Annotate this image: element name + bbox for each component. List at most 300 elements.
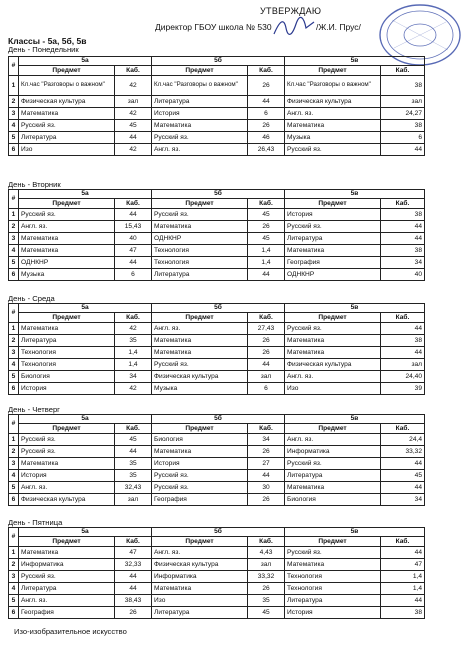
subject-cell: География — [285, 257, 381, 269]
subject-cell: Биология — [285, 494, 381, 506]
subject-cell: Информатика — [152, 571, 248, 583]
lesson-number: 6 — [9, 144, 19, 156]
room-cell: 47 — [115, 547, 152, 559]
subject-cell: История — [19, 383, 115, 395]
lesson-number: 2 — [9, 335, 19, 347]
room-cell: 1,4 — [248, 245, 285, 257]
room-cell: 30 — [248, 482, 285, 494]
table-row — [9, 383, 425, 395]
room-cell: 44 — [248, 269, 285, 281]
subject-cell: Литература — [285, 470, 381, 482]
subject-header: Предмет — [19, 313, 115, 323]
room-cell: 24,27 — [381, 108, 425, 120]
lesson-number: 1 — [9, 323, 19, 335]
subject-cell: Англ. яз. — [19, 221, 115, 233]
class-header: 5а — [19, 415, 152, 424]
table-row — [9, 108, 425, 120]
lesson-number: 5 — [9, 482, 19, 494]
class-header: 5а — [19, 57, 152, 66]
room-cell: 42 — [115, 144, 152, 156]
subject-cell: Англ. яз. — [285, 108, 381, 120]
class-header: 5б — [152, 57, 285, 66]
room-cell: 26 — [248, 335, 285, 347]
subject-header: Предмет — [19, 199, 115, 209]
table-row — [9, 559, 425, 571]
class-header: 5б — [152, 304, 285, 313]
room-cell: 27,43 — [248, 323, 285, 335]
subject-cell: Русский яз. — [19, 120, 115, 132]
room-cell: 45 — [381, 470, 425, 482]
day-schedule-table — [8, 414, 425, 506]
class-header: 5б — [152, 528, 285, 537]
lesson-number: 3 — [9, 233, 19, 245]
subject-cell: ОДНКНР — [152, 233, 248, 245]
subject-cell: Математика — [152, 120, 248, 132]
table-row — [9, 335, 425, 347]
room-cell: 47 — [381, 559, 425, 571]
subject-cell: История — [285, 209, 381, 221]
table-row — [9, 583, 425, 595]
room-cell: 44 — [115, 571, 152, 583]
subject-cell: Русский яз. — [285, 144, 381, 156]
subject-cell: Русский яз. — [19, 434, 115, 446]
lesson-number: 5 — [9, 371, 19, 383]
room-cell: 47 — [115, 245, 152, 257]
subject-cell: Литература — [285, 233, 381, 245]
table-row — [9, 132, 425, 144]
room-cell: 44 — [115, 209, 152, 221]
subject-cell: Литература — [19, 335, 115, 347]
table-row — [9, 470, 425, 482]
room-cell: 44 — [248, 359, 285, 371]
room-cell: 44 — [381, 547, 425, 559]
table-row — [9, 96, 425, 108]
room-header: Каб. — [381, 66, 425, 76]
subject-cell: География — [19, 607, 115, 619]
director-title: Директор ГБОУ школа № 530 — [155, 22, 272, 32]
table-row — [9, 571, 425, 583]
subject-cell: Литература — [152, 607, 248, 619]
subject-cell: Литература — [19, 583, 115, 595]
subject-cell: Литература — [152, 269, 248, 281]
room-header: Каб. — [248, 424, 285, 434]
room-cell: зал — [115, 96, 152, 108]
table-row — [9, 323, 425, 335]
subject-cell: Русский яз. — [152, 209, 248, 221]
subject-header: Предмет — [152, 313, 248, 323]
subject-cell: История — [19, 470, 115, 482]
lesson-number: 3 — [9, 571, 19, 583]
subject-cell: Технология — [285, 583, 381, 595]
subject-header: Предмет — [285, 537, 381, 547]
room-cell: 44 — [381, 595, 425, 607]
room-cell: зал — [248, 559, 285, 571]
subject-header: Предмет — [19, 66, 115, 76]
day-label: День - Четверг — [8, 405, 60, 414]
room-cell: 33,32 — [248, 571, 285, 583]
lesson-number: 5 — [9, 595, 19, 607]
room-cell: 24,40 — [381, 371, 425, 383]
table-row — [9, 245, 425, 257]
subject-cell: Физическая культура — [285, 96, 381, 108]
subject-cell: Музыка — [19, 269, 115, 281]
room-cell: 32,33 — [115, 559, 152, 571]
subject-cell: Русский яз. — [285, 458, 381, 470]
subject-header: Предмет — [285, 199, 381, 209]
day-label: День - Среда — [8, 294, 55, 303]
room-cell: 42 — [115, 76, 152, 96]
room-cell: 44 — [248, 96, 285, 108]
class-header: 5а — [19, 190, 152, 199]
subject-cell: История — [152, 458, 248, 470]
room-header: Каб. — [381, 313, 425, 323]
room-cell: 35 — [115, 458, 152, 470]
room-cell: 35 — [115, 470, 152, 482]
table-row — [9, 257, 425, 269]
subject-cell: Математика — [152, 583, 248, 595]
subject-cell: Русский яз. — [19, 571, 115, 583]
subject-cell: Русский яз. — [152, 359, 248, 371]
day-schedule-table — [8, 56, 425, 156]
room-cell: 1,4 — [115, 347, 152, 359]
subject-cell: Технология — [285, 571, 381, 583]
num-header: # — [9, 190, 19, 209]
subject-cell: Математика — [152, 446, 248, 458]
lesson-number: 1 — [9, 434, 19, 446]
lesson-number: 2 — [9, 96, 19, 108]
room-cell: 45 — [115, 434, 152, 446]
room-cell: 24,4 — [381, 434, 425, 446]
subject-cell: Русский яз. — [152, 482, 248, 494]
subject-cell: Англ. яз. — [152, 323, 248, 335]
room-header: Каб. — [115, 199, 152, 209]
subject-header: Предмет — [285, 313, 381, 323]
room-cell: 4,43 — [248, 547, 285, 559]
room-cell: 35 — [248, 595, 285, 607]
room-cell: 44 — [381, 323, 425, 335]
table-row — [9, 76, 425, 96]
day-label: День - Понедельник — [8, 45, 79, 54]
room-cell: 38 — [381, 607, 425, 619]
subject-cell: Физическая культура — [285, 359, 381, 371]
room-cell: 38,43 — [115, 595, 152, 607]
lesson-number: 2 — [9, 446, 19, 458]
room-cell: 26 — [248, 494, 285, 506]
room-cell: 40 — [115, 233, 152, 245]
subject-cell: Музыка — [285, 132, 381, 144]
day-label: День - Вторник — [8, 180, 61, 189]
subject-cell: Русский яз. — [19, 446, 115, 458]
subject-cell: Математика — [19, 233, 115, 245]
table-row — [9, 209, 425, 221]
subject-cell: Математика — [285, 335, 381, 347]
table-row — [9, 371, 425, 383]
room-cell: 44 — [381, 458, 425, 470]
subject-cell: Математика — [285, 559, 381, 571]
room-cell: 6 — [115, 269, 152, 281]
subject-cell: Русский яз. — [285, 221, 381, 233]
room-header: Каб. — [381, 424, 425, 434]
subject-header: Предмет — [19, 537, 115, 547]
room-cell: 26 — [115, 607, 152, 619]
room-cell: 26 — [248, 120, 285, 132]
room-cell: 6 — [381, 132, 425, 144]
day-schedule-table — [8, 189, 425, 281]
lesson-number: 6 — [9, 494, 19, 506]
table-row — [9, 607, 425, 619]
table-row — [9, 347, 425, 359]
subject-header: Предмет — [152, 199, 248, 209]
room-cell: 38 — [381, 76, 425, 96]
room-header: Каб. — [115, 537, 152, 547]
room-header: Каб. — [248, 537, 285, 547]
subject-cell: Физическая культура — [19, 96, 115, 108]
table-row — [9, 482, 425, 494]
subject-cell: Физическая культура — [19, 494, 115, 506]
footer-note: Изо-изобразительное искусство — [14, 627, 127, 636]
lesson-number: 4 — [9, 120, 19, 132]
subject-cell: Англ. яз. — [285, 434, 381, 446]
room-cell: 45 — [248, 233, 285, 245]
room-cell: зал — [115, 494, 152, 506]
subject-cell: Русский яз. — [152, 470, 248, 482]
subject-cell: Кл.час "Разговоры о важном" — [19, 76, 115, 96]
subject-cell: Информатика — [19, 559, 115, 571]
room-cell: 42 — [115, 383, 152, 395]
room-cell: 1,4 — [381, 583, 425, 595]
table-row — [9, 494, 425, 506]
subject-cell: Математика — [285, 120, 381, 132]
subject-cell: Математика — [19, 245, 115, 257]
subject-cell: Математика — [152, 335, 248, 347]
room-cell: 15,43 — [115, 221, 152, 233]
table-row — [9, 547, 425, 559]
subject-cell: Русский яз. — [19, 209, 115, 221]
subject-cell: Англ. яз. — [285, 371, 381, 383]
lesson-number: 3 — [9, 108, 19, 120]
lesson-number: 5 — [9, 257, 19, 269]
room-cell: 26 — [248, 221, 285, 233]
room-cell: зал — [381, 96, 425, 108]
room-header: Каб. — [248, 313, 285, 323]
class-header: 5б — [152, 190, 285, 199]
room-cell: 42 — [115, 108, 152, 120]
table-row — [9, 144, 425, 156]
table-row — [9, 458, 425, 470]
class-header: 5в — [285, 190, 425, 199]
subject-cell: Технология — [152, 257, 248, 269]
classes-heading: Классы - 5а, 5б, 5в — [8, 36, 87, 46]
subject-cell: Математика — [285, 347, 381, 359]
room-header: Каб. — [115, 424, 152, 434]
subject-cell: Изо — [19, 144, 115, 156]
room-header: Каб. — [248, 66, 285, 76]
class-header: 5б — [152, 415, 285, 424]
room-cell: 44 — [381, 347, 425, 359]
room-cell: 26 — [248, 76, 285, 96]
class-header: 5в — [285, 57, 425, 66]
room-cell: 26 — [248, 583, 285, 595]
room-cell: 34 — [248, 434, 285, 446]
subject-cell: Русский яз. — [152, 132, 248, 144]
room-header: Каб. — [381, 537, 425, 547]
day-label: День - Пятница — [8, 518, 63, 527]
subject-cell: Технология — [19, 359, 115, 371]
table-row — [9, 221, 425, 233]
room-cell: 32,43 — [115, 482, 152, 494]
lesson-number: 5 — [9, 132, 19, 144]
room-cell: 45 — [115, 120, 152, 132]
room-cell: 34 — [381, 494, 425, 506]
room-cell: 44 — [381, 482, 425, 494]
subject-cell: История — [285, 607, 381, 619]
table-row — [9, 233, 425, 245]
room-cell: 44 — [115, 132, 152, 144]
room-cell: 33,32 — [381, 446, 425, 458]
room-cell: 45 — [248, 209, 285, 221]
room-cell: 44 — [381, 221, 425, 233]
class-header: 5в — [285, 304, 425, 313]
lesson-number: 4 — [9, 359, 19, 371]
room-cell: 26 — [248, 446, 285, 458]
lesson-number: 2 — [9, 221, 19, 233]
subject-cell: География — [152, 494, 248, 506]
room-cell: 34 — [115, 371, 152, 383]
room-cell: 6 — [248, 108, 285, 120]
subject-cell: Англ. яз. — [19, 482, 115, 494]
lesson-number: 4 — [9, 583, 19, 595]
subject-cell: ОДНКНР — [285, 269, 381, 281]
subject-cell: Кл.час "Разговоры о важном" — [285, 76, 381, 96]
subject-header: Предмет — [152, 537, 248, 547]
room-cell: 45 — [248, 607, 285, 619]
table-row — [9, 359, 425, 371]
subject-header: Предмет — [285, 66, 381, 76]
room-cell: 42 — [115, 323, 152, 335]
room-header: Каб. — [115, 66, 152, 76]
subject-cell: Математика — [285, 482, 381, 494]
subject-cell: Технология — [152, 245, 248, 257]
subject-cell: Математика — [19, 108, 115, 120]
subject-cell: Физическая культура — [152, 371, 248, 383]
class-header: 5а — [19, 304, 152, 313]
lesson-number: 1 — [9, 76, 19, 96]
room-cell: 6 — [248, 383, 285, 395]
room-cell: 44 — [381, 144, 425, 156]
subject-cell: ОДНКНР — [19, 257, 115, 269]
room-cell: 46 — [248, 132, 285, 144]
num-header: # — [9, 528, 19, 547]
subject-header: Предмет — [19, 424, 115, 434]
subject-cell: Англ. яз. — [152, 547, 248, 559]
subject-cell: Математика — [152, 221, 248, 233]
subject-cell: Изо — [285, 383, 381, 395]
lesson-number: 3 — [9, 347, 19, 359]
room-cell: 44 — [115, 446, 152, 458]
lesson-number: 6 — [9, 607, 19, 619]
subject-cell: Русский яз. — [285, 547, 381, 559]
subject-cell: Англ. яз. — [19, 595, 115, 607]
director-name: /Ж.И. Прус/ — [316, 22, 361, 32]
num-header: # — [9, 57, 19, 76]
lesson-number: 6 — [9, 383, 19, 395]
num-header: # — [9, 304, 19, 323]
subject-cell: Литература — [285, 595, 381, 607]
subject-cell: Музыка — [152, 383, 248, 395]
subject-cell: Физическая культура — [152, 559, 248, 571]
subject-cell: Математика — [19, 458, 115, 470]
room-header: Каб. — [381, 199, 425, 209]
lesson-number: 3 — [9, 458, 19, 470]
subject-cell: Математика — [285, 245, 381, 257]
lesson-number: 6 — [9, 269, 19, 281]
room-cell: 44 — [248, 470, 285, 482]
day-schedule-table — [8, 303, 425, 395]
room-header: Каб. — [115, 313, 152, 323]
subject-cell: Англ. яз. — [152, 144, 248, 156]
subject-cell: Технология — [19, 347, 115, 359]
subject-cell: История — [152, 108, 248, 120]
subject-cell: Биология — [19, 371, 115, 383]
room-cell: 26,43 — [248, 144, 285, 156]
subject-header: Предмет — [152, 66, 248, 76]
subject-cell: Литература — [19, 132, 115, 144]
lesson-number: 4 — [9, 245, 19, 257]
room-cell: 38 — [381, 335, 425, 347]
num-header: # — [9, 415, 19, 434]
lesson-number: 2 — [9, 559, 19, 571]
table-row — [9, 120, 425, 132]
room-cell: зал — [248, 371, 285, 383]
room-cell: 1,4 — [248, 257, 285, 269]
room-cell: 38 — [381, 245, 425, 257]
approve-title: УТВЕРЖДАЮ — [260, 6, 322, 16]
room-cell: 38 — [381, 209, 425, 221]
subject-header: Предмет — [152, 424, 248, 434]
subject-cell: Информатика — [285, 446, 381, 458]
room-cell: 1,4 — [381, 571, 425, 583]
class-header: 5в — [285, 415, 425, 424]
room-cell: 26 — [248, 347, 285, 359]
subject-cell: Математика — [19, 323, 115, 335]
table-row — [9, 434, 425, 446]
lesson-number: 1 — [9, 547, 19, 559]
table-row — [9, 446, 425, 458]
subject-cell: Кл.час "Разговоры о важном" — [152, 76, 248, 96]
room-cell: 44 — [115, 257, 152, 269]
table-row — [9, 269, 425, 281]
subject-cell: Математика — [19, 547, 115, 559]
room-cell: 44 — [381, 233, 425, 245]
class-header: 5а — [19, 528, 152, 537]
subject-cell: Русский яз. — [285, 323, 381, 335]
room-cell: 44 — [115, 583, 152, 595]
room-header: Каб. — [248, 199, 285, 209]
subject-cell: Литература — [152, 96, 248, 108]
room-cell: 38 — [381, 120, 425, 132]
signature-image — [270, 14, 320, 40]
subject-cell: Биология — [152, 434, 248, 446]
day-schedule-table — [8, 527, 425, 619]
lesson-number: 1 — [9, 209, 19, 221]
subject-cell: Изо — [152, 595, 248, 607]
subject-cell: Математика — [152, 347, 248, 359]
room-cell: 34 — [381, 257, 425, 269]
room-cell: зал — [381, 359, 425, 371]
room-cell: 40 — [381, 269, 425, 281]
room-cell: 27 — [248, 458, 285, 470]
table-row — [9, 595, 425, 607]
